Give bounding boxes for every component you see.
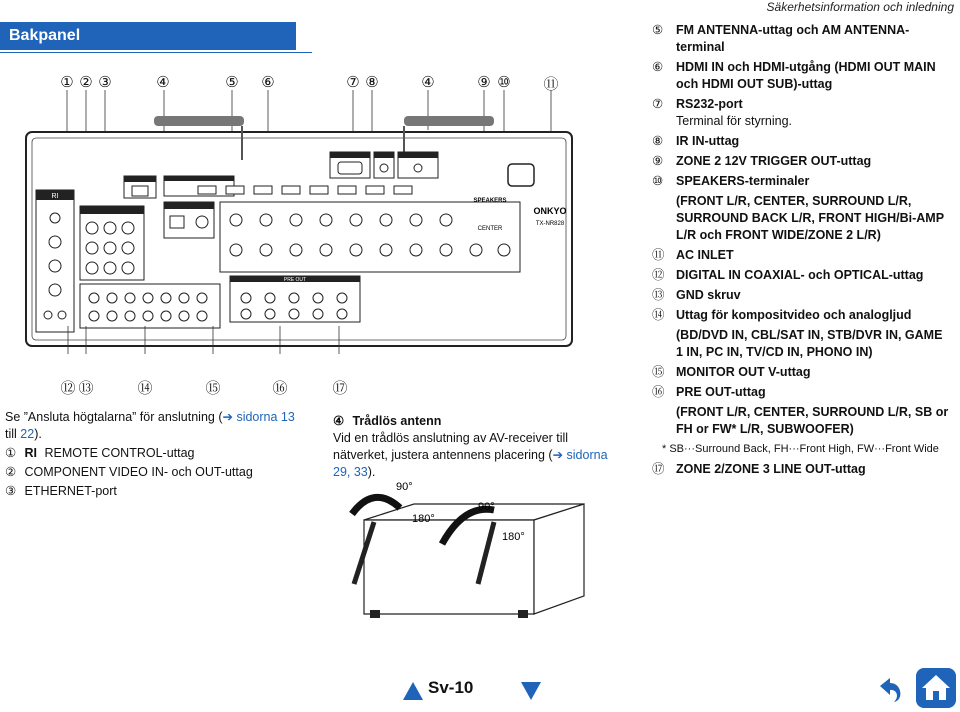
- callout-1: ①: [60, 74, 74, 91]
- list-item: ⑫ DIGITAL IN COAXIAL- och OPTICAL-uttag: [652, 268, 924, 282]
- list-item: ⑰ ZONE 2/ZONE 3 LINE OUT-uttag: [652, 462, 866, 476]
- list-item: ③ ETHERNET-port: [5, 484, 117, 498]
- list-item-sub: (FRONT L/R, CENTER, SURROUND L/R, SB or FH or FW* L/R, SUBWOOFER): [676, 405, 949, 436]
- link-pages-29-33[interactable]: sidorna 29, 33: [333, 448, 608, 479]
- callout-7: ⑦: [346, 74, 360, 91]
- list-item: ⑥ HDMI IN och HDMI-utgång (HDMI OUT MAIN och HDMI OUT SUB)-uttag: [652, 60, 936, 91]
- callout-8: ⑧: [365, 74, 379, 91]
- list-item: ⑪ AC INLET: [652, 248, 734, 262]
- list-item-note: Terminal för styrning.: [676, 114, 793, 128]
- title-rule: [0, 52, 312, 53]
- center-label: CENTER: [477, 226, 503, 232]
- callout-13: ⑬: [78, 380, 94, 397]
- footnote: * SB···Surround Back, FH···Front High, FW···Front Wide: [662, 443, 939, 455]
- next-page-icon[interactable]: [520, 680, 542, 702]
- intro-paragraph: Se ”Ansluta högtalarna” för anslutning (➔ sidorna 13 till 22).: [5, 410, 295, 441]
- callout-9: ⑨: [477, 74, 491, 91]
- arrow-icon: ➔: [552, 448, 567, 462]
- callout-4a: ④: [156, 74, 170, 91]
- callout-6: ⑥: [261, 74, 275, 91]
- link-pages-13[interactable]: sidorna 13: [236, 410, 295, 424]
- brand-label: ONKYO: [533, 206, 567, 216]
- list-item: ⑩ SPEAKERS-terminaler: [652, 174, 810, 188]
- section-header: Säkerhetsinformation och inledning: [766, 0, 954, 14]
- angle-label: 180°: [412, 513, 435, 525]
- list-item: ① RI REMOTE CONTROL-uttag: [5, 446, 195, 460]
- angle-label: 180°: [502, 531, 525, 543]
- callout-2: ②: [79, 74, 93, 91]
- ri-icon: RI: [24, 446, 37, 460]
- callout-5: ⑤: [225, 74, 239, 91]
- antenna-description: ④ Trådlös antenn Vid en trådlös anslutning av AV-receiver till nätverket, justera antennens placering (➔ sidorna 29, 33).: [333, 414, 608, 479]
- list-item: ⑯ PRE OUT-uttag: [652, 385, 766, 399]
- model-label: TX-NR828: [535, 221, 565, 227]
- callout-15: ⑮: [205, 380, 221, 397]
- rear-panel-illustration: [14, 90, 574, 354]
- callout-12: ⑫: [60, 380, 76, 397]
- ri-label: RI: [51, 193, 59, 200]
- list-item: ⑧ IR IN-uttag: [652, 134, 740, 148]
- list-item: ⑤ FM ANTENNA-uttag och AM ANTENNA-terminal: [652, 23, 910, 54]
- list-item: ⑮ MONITOR OUT V-uttag: [652, 365, 811, 379]
- callout-17: ⑰: [332, 380, 348, 397]
- callout-14: ⑭: [137, 380, 153, 397]
- angle-label: 90°: [396, 481, 413, 493]
- list-item: ⑦ RS232-port: [652, 97, 743, 111]
- list-item: ⑬ GND skruv: [652, 288, 741, 302]
- list-item: ⑨ ZONE 2 12V TRIGGER OUT-uttag: [652, 154, 872, 168]
- antenna-title: Trådlös antenn: [352, 414, 442, 428]
- list-item: ⑭ Uttag för kompositvideo och analogljud: [652, 308, 912, 322]
- arrow-icon: ➔: [222, 410, 237, 424]
- speakers-label: SPEAKERS: [473, 198, 507, 204]
- page-title: Bakpanel: [0, 22, 296, 50]
- home-icon[interactable]: [916, 668, 956, 708]
- callout-10: ⑩: [497, 74, 511, 91]
- callout-3: ③: [98, 74, 112, 91]
- antenna-rotation-illustration: [334, 474, 594, 624]
- link-page-22[interactable]: 22: [20, 427, 35, 441]
- connector-list: [652, 22, 952, 481]
- pre-out-label: PRE OUT: [283, 277, 307, 283]
- list-item-sub: (FRONT L/R, CENTER, SURROUND L/R, SURROUND BACK L/R, FRONT HIGH/Bi-AMP L/R och FRONT WIDE/ZONE 2 L/R): [676, 194, 944, 242]
- angle-label: 90°: [478, 501, 495, 513]
- callout-16: ⑯: [272, 380, 288, 397]
- previous-page-icon[interactable]: [402, 680, 424, 702]
- page-number: Sv-10: [428, 678, 474, 697]
- back-icon[interactable]: [872, 672, 908, 706]
- list-item-sub: (BD/DVD IN, CBL/SAT IN, STB/DVR IN, GAME 1 IN, PC IN, TV/CD IN, PHONO IN): [676, 328, 943, 359]
- callout-4b: ④: [421, 74, 435, 91]
- left-description: [5, 409, 305, 500]
- callout-11: ⑪: [543, 76, 559, 93]
- list-item: ② COMPONENT VIDEO IN- och OUT-uttag: [5, 465, 253, 479]
